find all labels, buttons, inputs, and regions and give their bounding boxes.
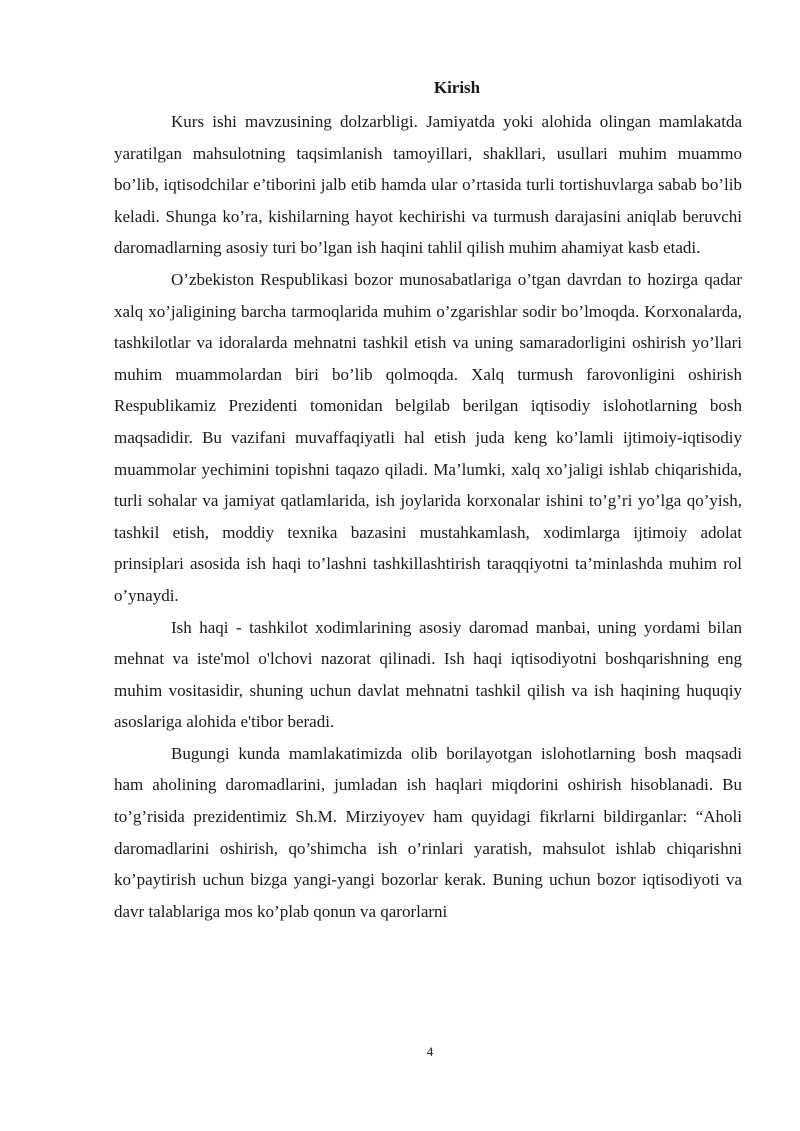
- body-text: [114, 106, 742, 927]
- paragraph-president-quote: Bugungi kunda mamlakatimizda olib borilayotgan islohotlarning bosh maqsadi ham aholining daromadlarini, jumladan ish haqlari miqdorini oshirish hisoblanadi. Bu to’g’risida prezidentimiz Sh.M. Mirziyoyev ham quyidagi fikrlarni bildirganlar: “Aholi daromadlarini oshirish, qo’shimcha ish o’rinlari yaratish, mahsulot ishlab chiqarishni ko’paytirish uchun bizga yangi-yangi bozorlar kerak. Buning uchun bozor iqtisodiyoti va davr talablariga mos ko’plab qonun va qarorlarni: [114, 743, 742, 921]
- page-number: 4: [426, 1044, 434, 1059]
- paragraph-relevance: Kurs ishi mavzusining dolzarbligi. Jamiyatda yoki alohida olingan mamlakatda yaratilgan mahsulotning taqsimlanish tamoyillari, shakllari, usullari muhim muammo bo’lib, iqtisodchilar e’tiborini jalb etib hamda ular o’rtasida turli tortishuvlarga sabab bo’lib keladi. Shunga ko’ra, kishilarning hayot kechirishi va turmush darajasini aniqlab beruvchi daromadlarning asosiy turi bo’lgan ish haqini tahlil qilish muhim ahamiyat kasb etadi.: [114, 112, 742, 258]
- section-heading: Kirish: [433, 78, 481, 97]
- paragraph-uzbekistan-reforms: O’zbekiston Respublikasi bozor munosabatlariga o’tgan davrdan to hozirga qadar xalq xo’jaligining barcha tarmoqlarida muhim o’zgarishlar sodir bo’lmoqda. Korxonalarda, tashkilotlar va idoralarda mehnatni tashkil etish va uning samaradorligini oshirish yo’llari muhim muammolardan biri bo’lib qolmoqda. Xalq turmush farovonligini oshirish Respublikamiz Prezidenti tomonidan belgilab berilgan iqtisodiy islohotlarning bosh maqsadidir. Bu vazifani muvaffaqiyatli hal etish juda keng ko’lamli ijtimoiy-iqtisodiy muammolar yechimini topishni taqazo qiladi. Ma’lumki, xalq xo’jaligi ishlab chiqarishida, turli sohalar va jamiyat qatlamlarida, ish joylarida korxonalar ishini to’g’ri yo’lga qo’yish, tashkil etish, moddiy texnika bazasini mustahkamlash, xodimlarga ijtimoiy adolat prinsiplari asosida ish haqi to’lashni tashkillashtirish taraqqiyotni ta’minlashda muhim rol o’ynaydi.: [114, 269, 742, 605]
- paragraph-wages-definition: Ish haqi - tashkilot xodimlarining asosiy daromad manbai, uning yordami bilan mehnat va iste'mol o'lchovi nazorat qilinadi. Ish haqi iqtisodiyotni boshqarishning eng muhim vositasidir, shuning uchun davlat mehnatni tashkil qilish va ish haqining huquqiy asoslariga alohida e'tibor beradi.: [114, 617, 742, 732]
